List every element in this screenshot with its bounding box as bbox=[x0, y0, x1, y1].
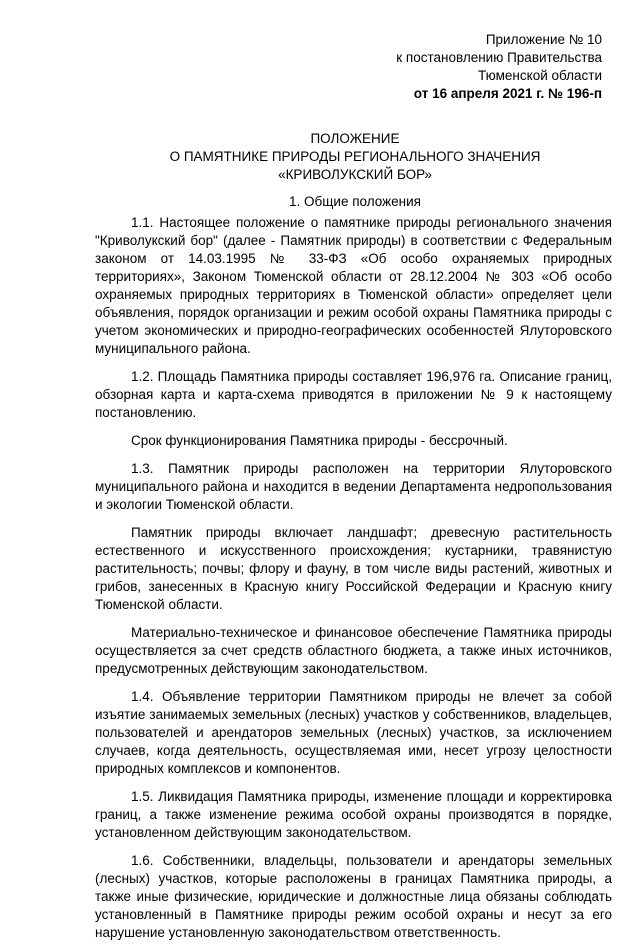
paragraph-funding: Материально-техническое и финансовое обеспечение Памятника природы осуществляется за счет средств областного бюджета, а также иных источников, предусмотренных действующим законодательством. bbox=[95, 625, 612, 676]
title-line-2: О ПАМЯТНИКЕ ПРИРОДЫ РЕГИОНАЛЬНОГО ЗНАЧЕНИЯ bbox=[169, 149, 541, 164]
paragraph-1-2: 1.2. Площадь Памятника природы составляет 196,976 га. Описание границ, обзорная карта и карта-схема приводятся в приложении № 9 к настоящему постановлению. bbox=[95, 369, 612, 420]
paragraph-1-6: 1.6. Собственники, владельцы, пользователи и арендаторы земельных (лесных) участков, которые расположены в границах Памятника природы, а также иные физические, юридические и должностные лица обязаны соблюдать установленный в Памятнике природы режим особой охраны и несут за его нарушение установленную законодательством ответственность. bbox=[95, 853, 612, 940]
paragraph-composition: Памятник природы включает ландшафт; древесную растительность естественного и искусственного происхождения; кустарники, травянистую растительность; почвы; флору и фауну, в том числе виды растений, животных и грибов, занесенных в Красную книгу Российской Федерации и Красную книгу Тюменской области. bbox=[95, 525, 612, 612]
appendix-header bbox=[362, 31, 602, 103]
paragraph-term: Срок функционирования Памятника природы - бессрочный. bbox=[131, 433, 508, 448]
appendix-region: Тюменской области bbox=[478, 68, 602, 83]
paragraph-1-1: 1.1. Настоящее положение о памятнике природы регионального значения "Криволукский бор" (далее - Памятник природы) в соответствии с Федеральным законом от 14.03.1995 № 33-ФЗ «Об особо охраняемых природных территориях», Законом Тюменской области от 28.12.2004 № 303 «Об особо охраняемых природных территориях в Тюменской области» определяет цели объявления, порядок организации и режим особой охраны Памятника природы с учетом экономических и природно-географических особенностей Ялуторовского муниципального района. bbox=[95, 215, 612, 356]
appendix-date: от 16 апреля 2021 г. № 196-п bbox=[413, 86, 602, 101]
document-body bbox=[95, 214, 612, 952]
appendix-number: Приложение № 10 bbox=[485, 32, 602, 47]
section-heading: 1. Общие положения bbox=[289, 194, 421, 209]
paragraph-1-4: 1.4. Объявление территории Памятником природы не влечет за собой изъятие занимаемых земельных (лесных) участков у собственников, владельцев, пользователей и арендаторов земельных (лесных) участков, за исключением случаев, когда деятельность, осуществляемая ими, несет угрозу целостности природных комплексов и компонентов. bbox=[95, 689, 612, 776]
title-line-1: ПОЛОЖЕНИЕ bbox=[310, 131, 400, 146]
paragraph-1-5: 1.5. Ликвидация Памятника природы, изменение площади и корректировка границ, а также изменение режима особой охраны производятся в порядке, установленном действующим законодательством. bbox=[95, 789, 612, 840]
title-line-3: «КРИВОЛУКСКИЙ БОР» bbox=[278, 167, 432, 182]
appendix-reference: к постановлению Правительства bbox=[396, 50, 602, 65]
document-title bbox=[95, 130, 615, 184]
paragraph-1-3: 1.3. Памятник природы расположен на территории Ялуторовского муниципального района и находится в ведении Департамента недропользования и экологии Тюменской области. bbox=[95, 461, 612, 512]
